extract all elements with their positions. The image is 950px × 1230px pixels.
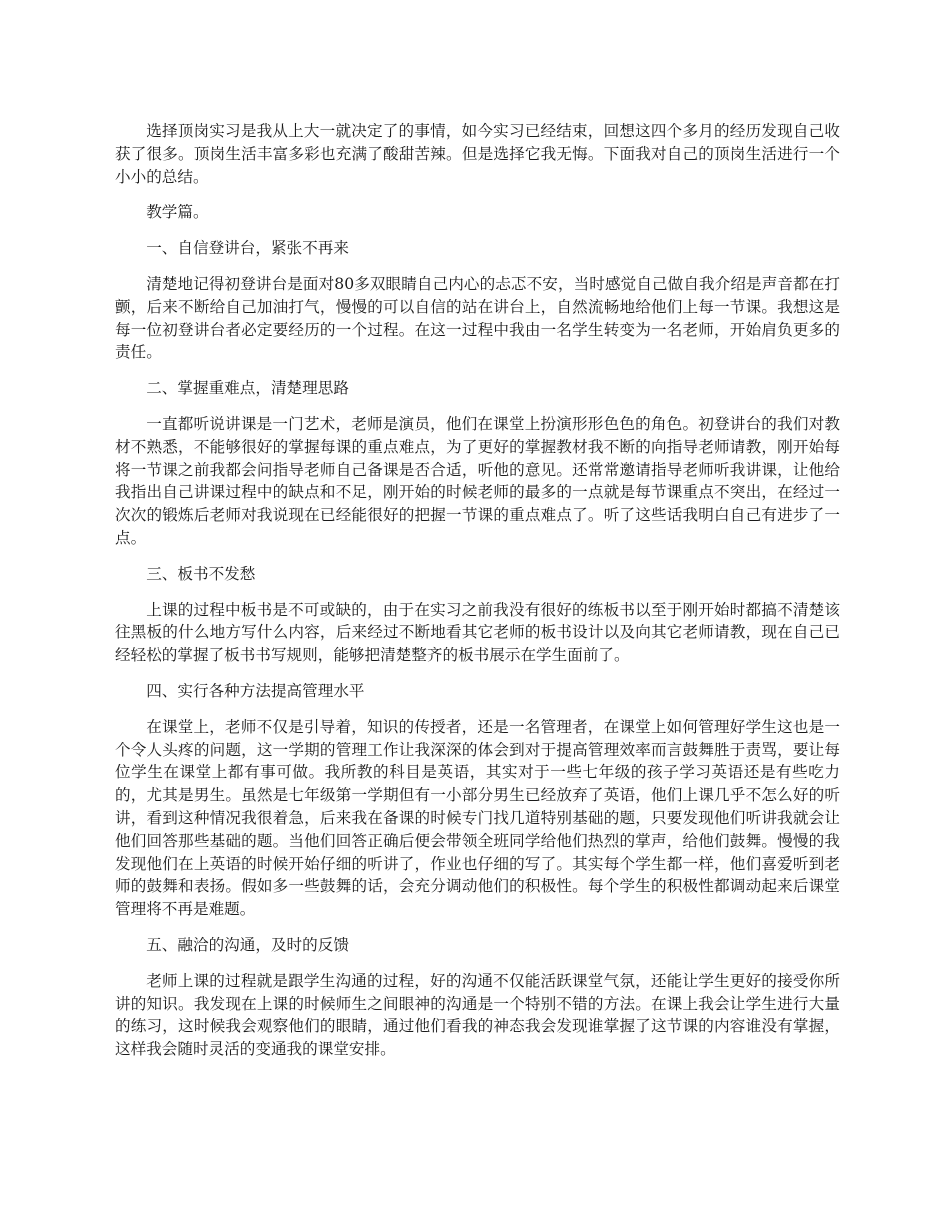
section-heading-4: 四、实行各种方法提高管理水平 [146, 681, 365, 700]
section-title-teaching: 教学篇。 [146, 203, 209, 222]
section-paragraph-3: 上课的过程中板书是不可或缺的，由于在实习之前我没有很好的练板书以至于刚开始时都搞不清楚该往黑板的什么地方写什么内容，后来经过不断地看其它老师的板书设计以及向其它老师请教，现在自己已经轻松的掌握了板书书写规则，能够把清楚整齐的板书展示在学生面前了。 [115, 600, 840, 665]
document-body [115, 120, 840, 1074]
section-heading-5: 五、融洽的沟通，及时的反馈 [146, 935, 349, 954]
section-heading-1: 一、自信登讲台，紧张不再来 [146, 239, 349, 258]
section-heading-2: 二、掌握重难点，清楚理思路 [146, 379, 349, 398]
section-heading-3: 三、板书不发愁 [146, 564, 256, 583]
intro-paragraph: 选择顶岗实习是我从上大一就决定了的事情，如今实习已经结束，回想这四个多月的经历发现自己收获了很多。顶岗生活丰富多彩也充满了酸甜苦辣。但是选择它我无悔。下面我对自己的顶岗生活进行一个小小的总结。 [115, 122, 840, 186]
section-paragraph-1: 清楚地记得初登讲台是面对80多双眼睛自己内心的忐忑不安，当时感觉自己做自我介绍是声音都在打颤，后来不断给自己加油打气，慢慢的可以自信的站在讲台上，自然流畅地给他们上每一节课。我想这是每一位初登讲台者必定要经历的一个过程。在这一过程中我由一名学生转变为一名老师，开始肩负更多的责任。 [115, 274, 840, 362]
section-paragraph-5: 老师上课的过程就是跟学生沟通的过程，好的沟通不仅能活跃课堂气氛，还能让学生更好的接受你所讲的知识。我发现在上课的时候师生之间眼神的沟通是一个特别不错的方法。在课上我会让学生进行大量的练习，这时候我会观察他们的眼睛，通过他们看我的神态我会发现谁掌握了这节课的内容谁没有掌握，这样我会随时灵活的变通我的课堂安排。 [115, 971, 840, 1059]
section-paragraph-4: 在课堂上，老师不仅是引导着，知识的传授者，还是一名管理者，在课堂上如何管理好学生这也是一个令人头疼的问题，这一学期的管理工作让我深深的体会到对于提高管理效率而言鼓舞胜于责骂，要让每位学生在课堂上都有事可做。我所教的科目是英语，其实对于一些七年级的孩子学习英语还是有些吃力的，尤其是男生。虽然是七年级第一学期但有一小部分男生已经放弃了英语，他们上课几乎不怎么好的听讲，看到这种情况我很着急，后来我在备课的时候专门找几道特别基础的题，只要发现他们听讲我就会让他们回答那些基础的题。当他们回答正确后便会带领全班同学给他们热烈的掌声，给他们鼓舞。慢慢的我发现他们在上英语的时候开始仔细的听讲了，作业也仔细的写了。其实每个学生都一样，他们喜爱听到老师的鼓舞和表扬。假如多一些鼓舞的话，会充分调动他们的积极性。每个学生的积极性都调动起来后课堂管理将不再是难题。 [115, 717, 840, 919]
section-paragraph-2: 一直都听说讲课是一门艺术，老师是演员，他们在课堂上扮演形形色色的角色。初登讲台的我们对教材不熟悉，不能够很好的掌握每课的重点难点，为了更好的掌握教材我不断的向指导老师请教，刚开始每将一节课之前我都会问指导老师自己备课是否合适，听他的意见。还常常邀请指导老师听我讲课，让他给我指出自己讲课过程中的缺点和不足，刚开始的时候老师的最多的一点就是每节课重点不突出，在经过一次次的锻炼后老师对我说现在已经能很好的把握一节课的重点难点了。听了这些话我明白自己有进步了一点。 [115, 414, 840, 547]
